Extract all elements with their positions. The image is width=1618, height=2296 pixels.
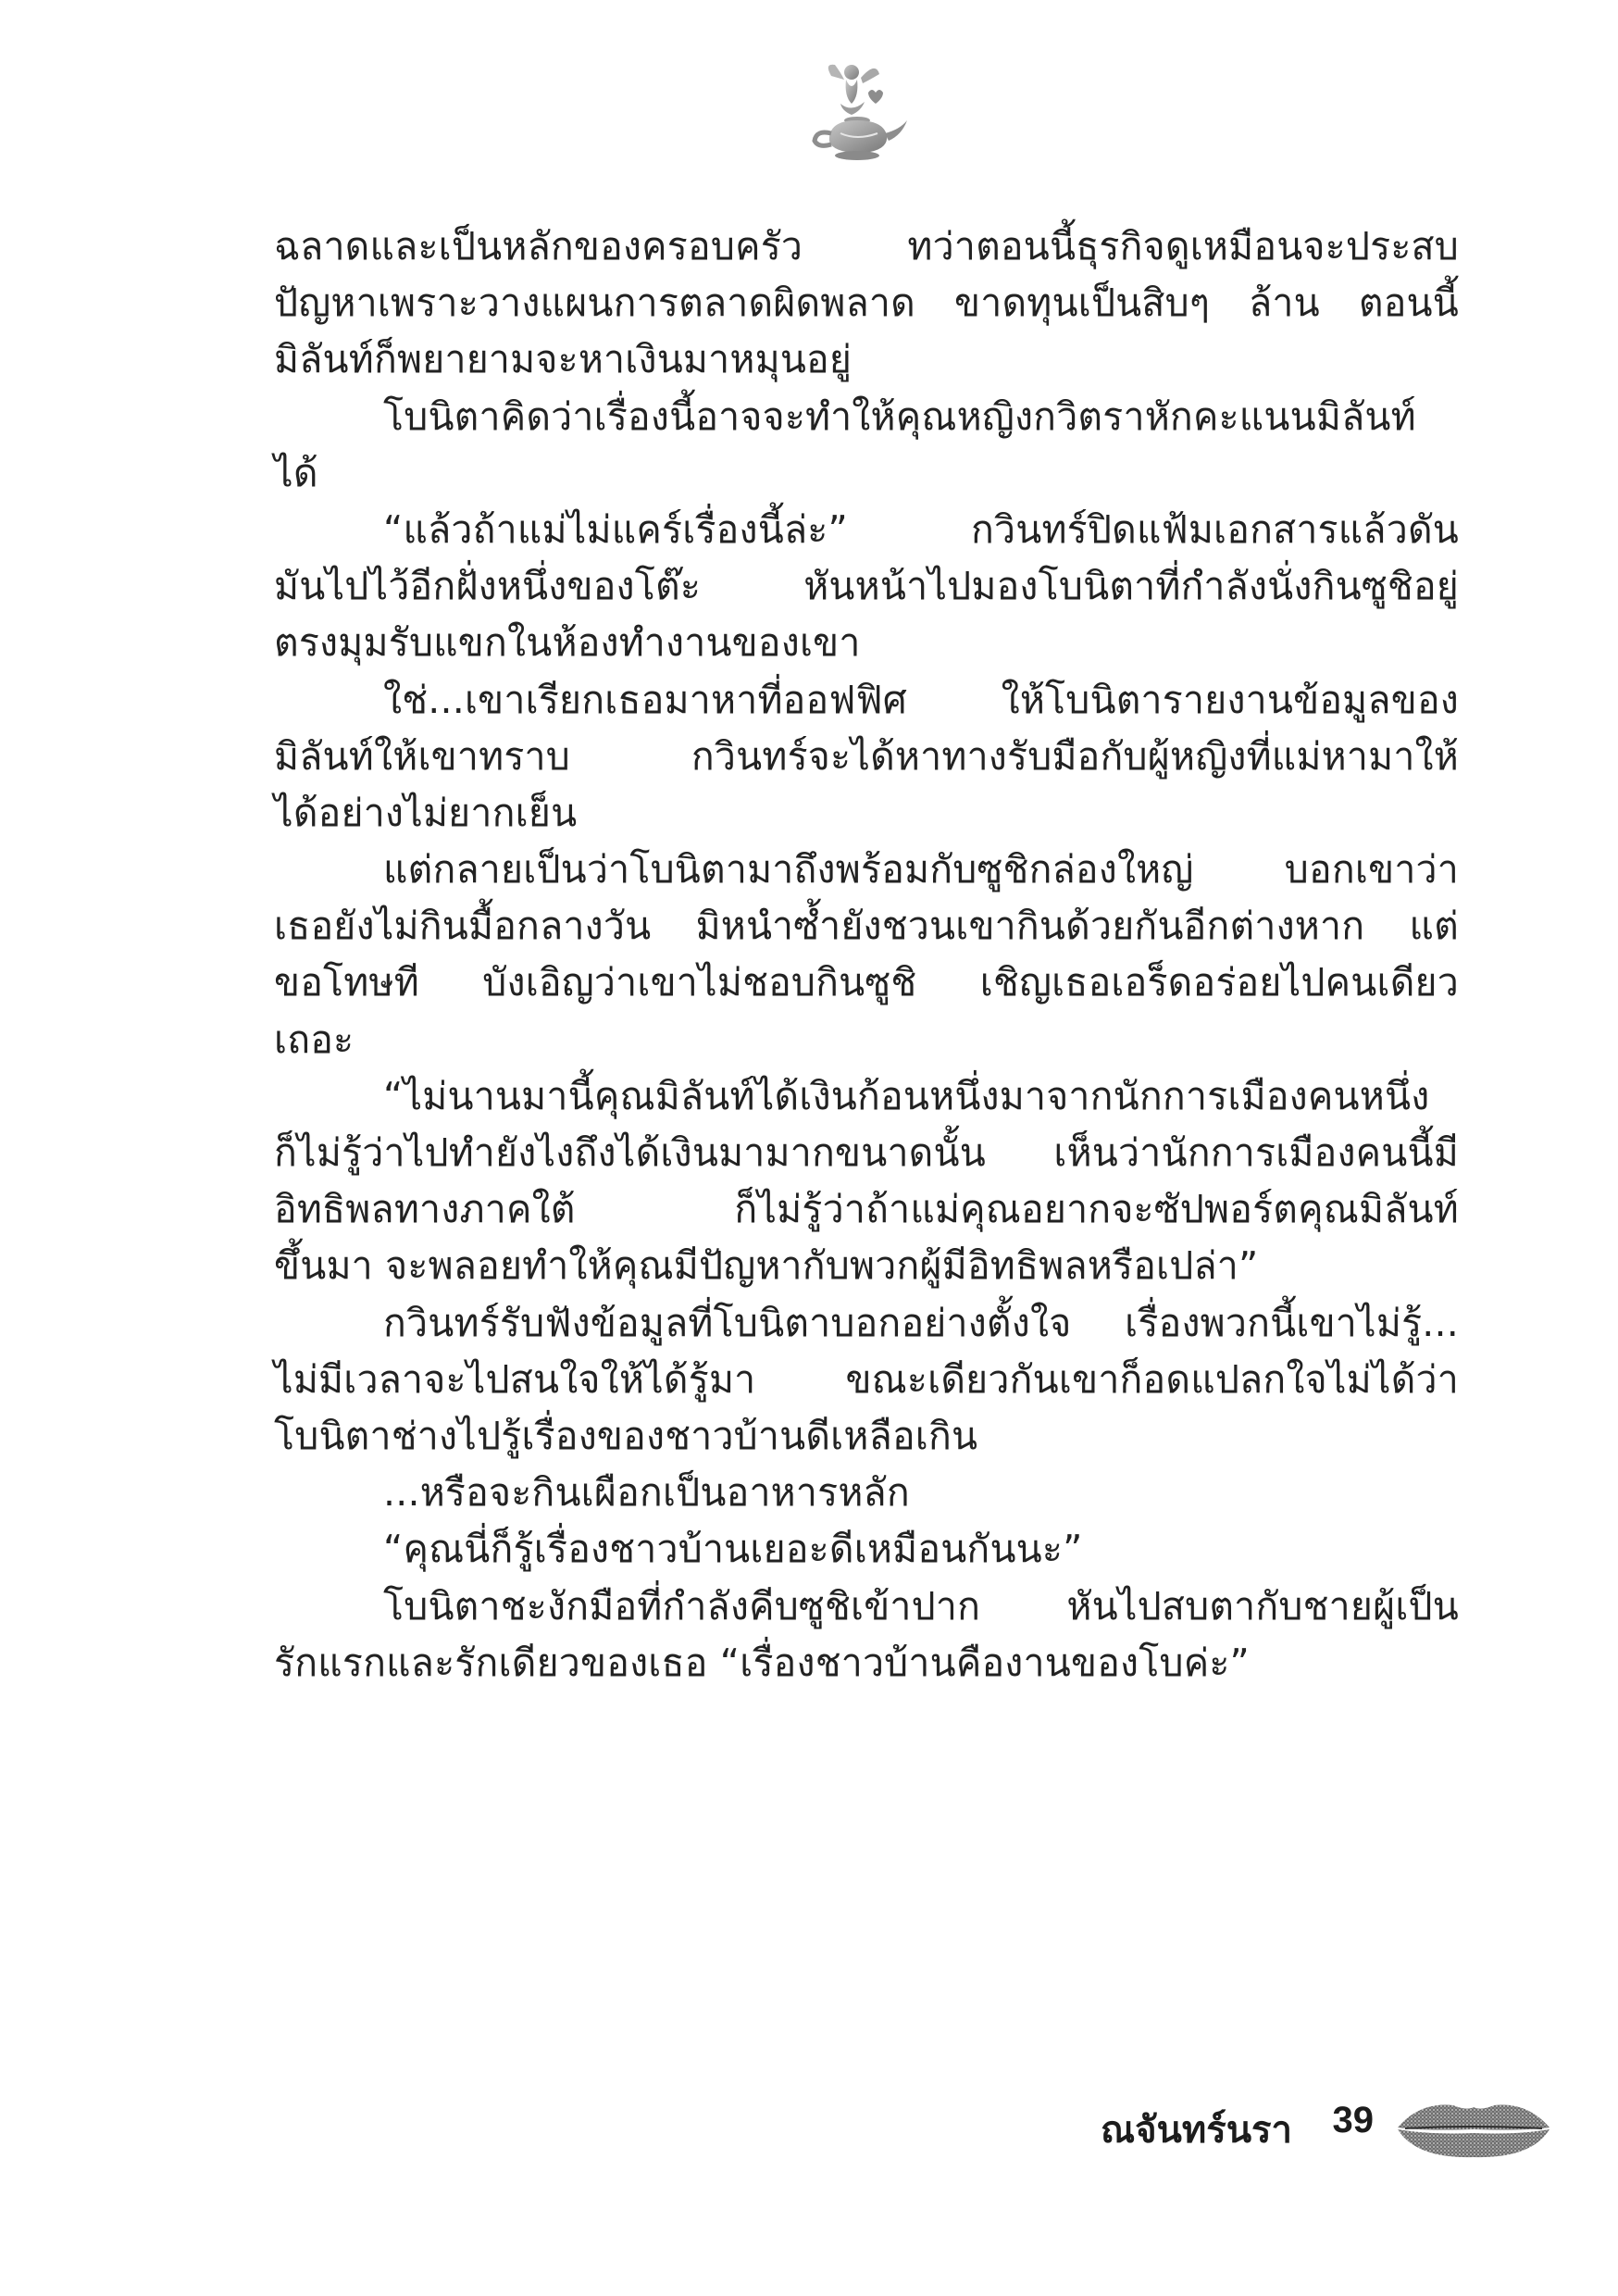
text-line: มิลันท์ก็พยายามจะหาเงินมาหมุนอยู่ bbox=[274, 337, 853, 382]
text-line: “ไม่นานมานี้คุณมิลันท์ได้เงินก้อนหนึ่งมาจากนักการเมืองคนหนึ่ง bbox=[383, 1073, 1430, 1118]
text-line: กวินทร์รับฟังข้อมูลที่โบนิตาบอกอย่างตั้งใจ เรื่องพวกนี้เขาไม่รู้... bbox=[383, 1300, 1459, 1345]
text-line: ก็ไม่รู้ว่าไปทำยังไงถึงได้เงินมามากขนาดนั้น เห็นว่านักการเมืองคนนี้มี bbox=[274, 1130, 1459, 1175]
text-line: โบนิตาช่างไปรู้เรื่องของชาวบ้านดีเหลือเกิน bbox=[274, 1413, 978, 1458]
text-line: แต่กลายเป็นว่าโบนิตามาถึงพร้อมกับซูชิกล่องใหญ่ บอกเขาว่า bbox=[383, 847, 1459, 892]
text-line: ขึ้นมา จะพลอยทำให้คุณมีปัญหากับพวกผู้มีอิทธิพลหรือเปล่า” bbox=[274, 1243, 1259, 1289]
text-line: มันไปไว้อีกฝั่งหนึ่งของโต๊ะ หันหน้าไปมองโบนิตาที่กำลังนั่งกินซูชิอยู่ bbox=[274, 564, 1459, 609]
text-line: ไม่มีเวลาจะไปสนใจให้ได้รู้มา ขณะเดียวกันเขาก็อดแปลกใจไม่ได้ว่า bbox=[274, 1356, 1459, 1402]
text-line: ฉลาดและเป็นหลักของครอบครัว ทว่าตอนนี้ธุรกิจดูเหมือนจะประสบ bbox=[274, 224, 1459, 268]
text-line: ได้อย่างไม่ยากเย็น bbox=[274, 790, 578, 835]
author-name: ณจันทร์นรา bbox=[1100, 2109, 1292, 2152]
text-line: ขอโทษที บังเอิญว่าเขาไม่ชอบกินซูชิ เชิญเธอเอร็ดอร่อยไปคนเดียว bbox=[274, 960, 1459, 1005]
text-line: ...หรือจะกินเผือกเป็นอาหารหลัก bbox=[383, 1470, 910, 1516]
page-number: 39 bbox=[1332, 2100, 1374, 2140]
text-line: รักแรกและรักเดียวของเธอ “เรื่องชาวบ้านคืองานของโบค่ะ” bbox=[274, 1640, 1250, 1685]
text-line: ได้ bbox=[274, 450, 318, 495]
text-line: “คุณนี่ก็รู้เรื่องชาวบ้านเยอะดีเหมือนกันนะ” bbox=[383, 1527, 1083, 1572]
text-line: “แล้วถ้าแม่ไม่แคร์เรื่องนี้ล่ะ” กวินทร์ปิดแฟ้มเอกสารแล้วดัน bbox=[383, 506, 1459, 552]
text-line: เถอะ bbox=[274, 1017, 355, 1062]
text-line: ตรงมุมรับแขกในห้องทำงานของเขา bbox=[274, 620, 861, 666]
page-footer bbox=[1037, 2094, 1555, 2155]
teapot-cupid-icon bbox=[803, 56, 915, 167]
text-line: โบนิตาชะงักมือที่กำลังคีบซูชิเข้าปาก หันไปสบตากับชายผู้เป็น bbox=[383, 1583, 1459, 1628]
text-line: โบนิตาคิดว่าเรื่องนี้อาจจะทำให้คุณหญิงกวิตราหักคะแนนมิลันท์ bbox=[383, 393, 1416, 439]
text-line: อิทธิพลทางภาคใต้ ก็ไม่รู้ว่าถ้าแม่คุณอยากจะซัปพอร์ตคุณมิลันท์ bbox=[274, 1187, 1459, 1232]
text-line: มิลันท์ให้เขาทราบ กวินทร์จะได้หาทางรับมือกับผู้หญิงที่แม่หามาให้ bbox=[274, 733, 1459, 779]
lips-icon bbox=[1392, 2094, 1555, 2163]
text-line: ปัญหาเพราะวางแผนการตลาดผิดพลาด ขาดทุนเป็นสิบๆ ล้าน ตอนนี้ bbox=[274, 281, 1459, 326]
text-line: เธอยังไม่กินมื้อกลางวัน มิหนำซ้ำยังชวนเขากินด้วยกันอีกต่างหาก แต่ bbox=[274, 904, 1459, 949]
story-body bbox=[274, 218, 1459, 1691]
text-line: ใช่...เขาเรียกเธอมาหาที่ออฟฟิศ ให้โบนิตารายงานข้อมูลของ bbox=[383, 677, 1459, 722]
